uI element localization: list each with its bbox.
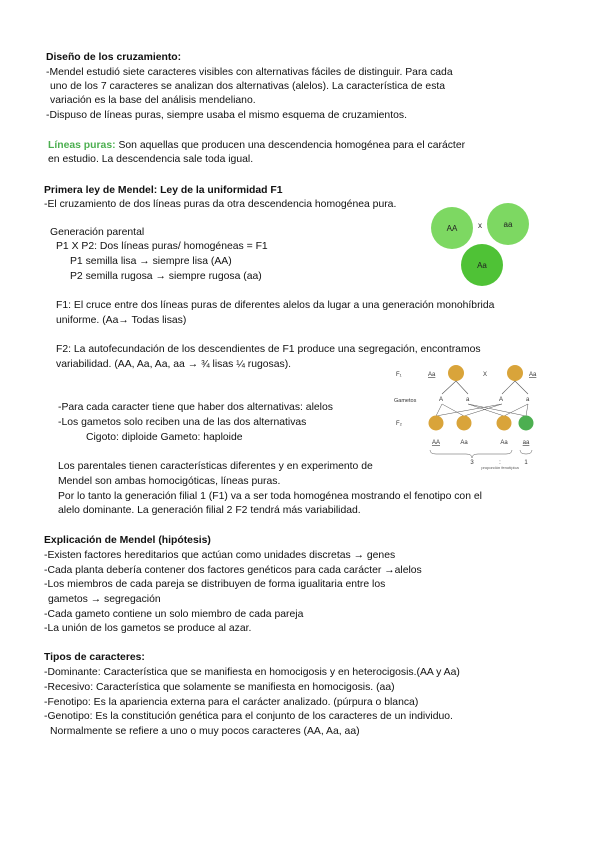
offspring-circle-aa-het (497, 416, 512, 431)
f2-label: F₂ (396, 421, 402, 427)
parent-genotype-right: Aa (529, 372, 537, 378)
body-line: -Los gametos solo reciben una de las dos alternativas (58, 417, 307, 428)
ratio-caption: proporción fenotípica (481, 465, 519, 470)
body-line: Mendel son ambas homocigóticas, líneas puras. (58, 476, 281, 487)
gamete-line (442, 381, 456, 394)
lineas-puras-text: Son aquellas que producen una descendencia homogénea para el carácter (115, 140, 466, 151)
body-line: -Recesivo: Característica que solamente se manifiesta en homocigosis. (aa) (44, 682, 395, 693)
body-line: -Los miembros de cada pareja se distribuyen de forma igualitaria entre los (44, 579, 386, 590)
ratio-recessive: 1 (524, 460, 528, 466)
parent-label-left: AA (446, 224, 458, 233)
parent-circle-left (448, 365, 464, 381)
body-line: -El cruzamiento de dos líneas puras da otra descendencia homogénea pura. (44, 199, 397, 210)
offspring-circle-aa-rec (519, 416, 534, 431)
ratio-separator: : (499, 460, 501, 466)
gamete-allele: A (439, 397, 444, 403)
parent-genotype-left: Aa (428, 372, 436, 378)
body-line: -Fenotipo: Es la apariencia externa para el carácter analizado. (púrpura o blanca) (44, 697, 419, 708)
section-title-explicacion: Explicación de Mendel (hipótesis) (44, 535, 211, 546)
body-line: -Genotipo: Es la constitución genética para el conjunto de los caracteres de un individuo. (44, 711, 453, 722)
gamete-line (456, 381, 468, 394)
gamete-allele: a (526, 397, 530, 403)
cross-diagram-f1 (428, 202, 538, 292)
ratio-dominant: 3 (470, 460, 474, 466)
body-line: -Para cada caracter tiene que haber dos alternativas: alelos (58, 402, 333, 413)
f1-label: F₁ (396, 372, 402, 378)
body-line: -Dispuso de líneas puras, siempre usaba el mismo esquema de cruzamientos. (46, 110, 407, 121)
body-line: -La unión de los gametos se produce al azar. (44, 623, 252, 634)
body-line: variabilidad. (AA, Aa, Aa, aa → ¾ lisas ¼ rugosas). (56, 359, 292, 370)
gamete-line (515, 381, 528, 394)
body-line: variación es la base del análisis mendeliano. (50, 95, 256, 106)
body-line: Generación parental (50, 227, 145, 238)
body-line: Normalmente se refiere a uno o muy pocos caracteres (AA, Aa, aa) (50, 726, 360, 737)
body-line: uno de los 7 caracteres se analizan dos alternativas (alelos). La característica de esta (50, 81, 446, 92)
section-title-cruzamiento: Diseño de los cruzamiento: (46, 52, 182, 63)
body-line: uniforme. (Aa→ Todas lisas) (56, 315, 187, 326)
body-line: -Cada gameto contiene un solo miembro de cada pareja (44, 609, 304, 620)
fertilization-line (526, 404, 528, 416)
fertilization-line (504, 404, 528, 416)
phenotype-brace (430, 450, 512, 458)
body-line: gametos → segregación (48, 594, 161, 605)
body-line: en estudio. La descendencia sale toda igual. (48, 154, 254, 165)
body-line: -Mendel estudió siete caracteres visibles con alternativas fáciles de distinguir. Para cada (46, 67, 453, 78)
offspring-genotype: aa (522, 440, 530, 446)
cross-diagram-f2 (392, 360, 542, 470)
body-line: -Cada planta debería contener dos factores genéticos para cada carácter →alelos (44, 565, 422, 576)
body-line: Por lo tanto la generación filial 1 (F1) va a ser toda homogénea mostrando el fenotipo con el (58, 491, 482, 502)
parent-label-right: aa (503, 220, 513, 229)
offspring-genotype: Aa (460, 440, 468, 446)
body-line: F2: La autofecundación de los descendientes de F1 produce una segregación, encontramos (56, 344, 481, 355)
phenotype-brace (520, 450, 532, 454)
gamete-allele: a (466, 397, 470, 403)
offspring-circle-aa-dom (429, 416, 444, 431)
cross-symbol: X (483, 372, 488, 378)
body-line: P1 X P2: Dos líneas puras/ homogéneas = F1 (56, 241, 268, 252)
section-title-tipos: Tipos de caracteres: (44, 652, 145, 663)
lineas-puras-term: Líneas puras: (48, 140, 116, 151)
body-line: P1 semilla lisa → siempre lisa (AA) (70, 256, 232, 267)
body-line: P2 semilla rugosa → siempre rugosa (aa) (70, 271, 262, 282)
body-line: -Dominante: Característica que se manifiesta en homocigosis y en heterocigosis.(AA y Aa) (44, 667, 460, 678)
body-line: -Existen factores hereditarios que actúan como unidades discretas → genes (44, 550, 396, 561)
body-line: F1: El cruce entre dos líneas puras de diferentes alelos da lugar a una generación monohíbrida (56, 300, 495, 311)
gamete-allele: A (499, 397, 504, 403)
fertilization-line (468, 404, 504, 416)
section-title-primera-ley: Primera ley de Mendel: Ley de la uniformidad F1 (44, 185, 283, 196)
body-line: Los parentales tienen características diferentes y en experimento de (58, 461, 373, 472)
child-label: Aa (477, 261, 487, 270)
gamete-line (502, 381, 515, 394)
offspring-genotype: AA (431, 440, 441, 446)
lineas-puras-definition (48, 139, 465, 152)
gametos-label: Gametos (394, 398, 417, 404)
offspring-circle-aa-het (457, 416, 472, 431)
body-line: alelo dominante. La generación filial 2 F2 tendrá más variabilidad. (58, 505, 361, 516)
parent-circle-right (507, 365, 523, 381)
body-line: Cigoto: diploide Gameto: haploide (86, 432, 243, 443)
cross-symbol: x (478, 221, 482, 230)
fertilization-line (436, 404, 442, 416)
offspring-genotype: Aa (500, 440, 508, 446)
